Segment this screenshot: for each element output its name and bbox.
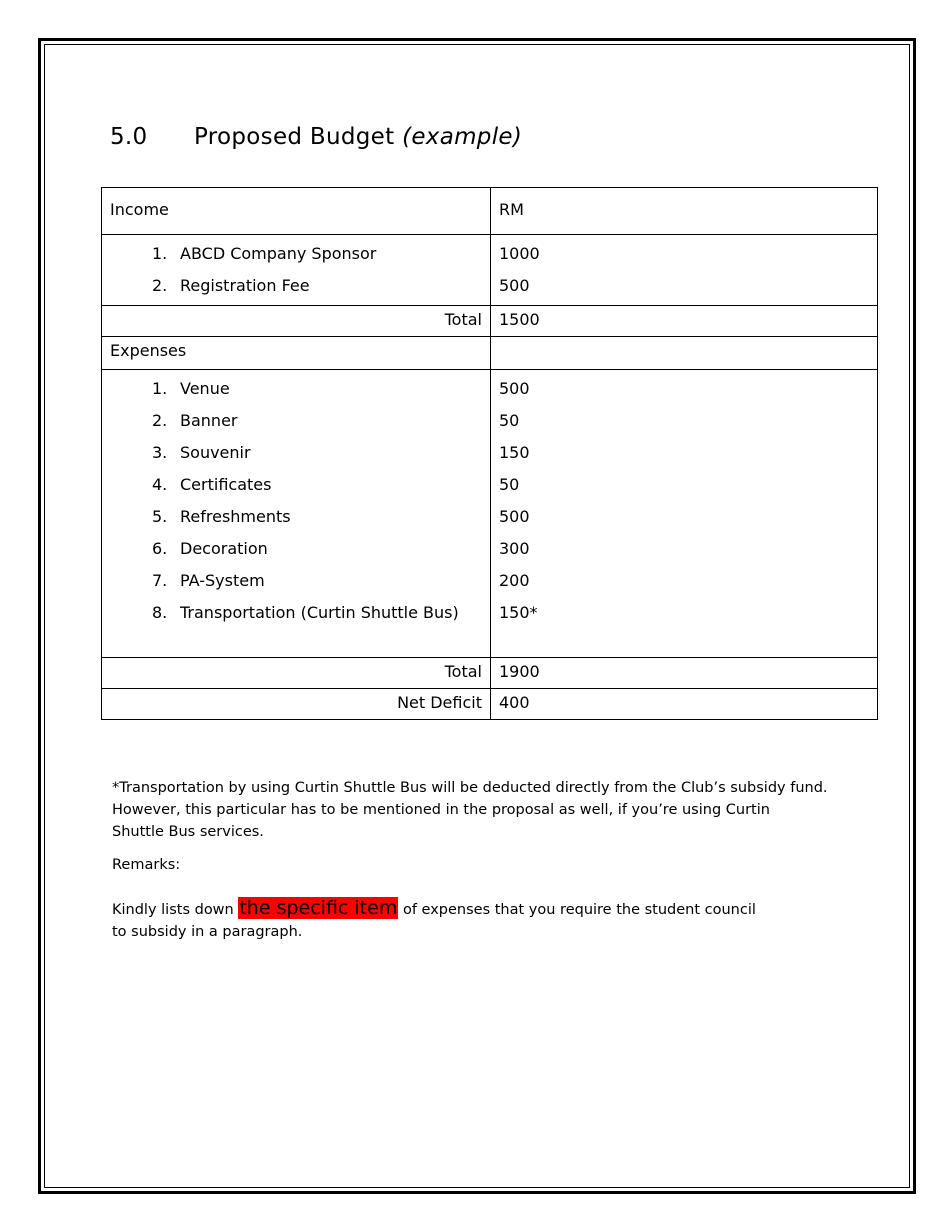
note-line-2: However, this particular has to be mentioned in the proposal as well, if you’re using Curtin: [112, 802, 770, 818]
income-total-label: Total: [102, 306, 491, 337]
item-value: 500: [499, 379, 530, 398]
item-label: Banner: [180, 411, 238, 430]
expenses-header-row: [102, 337, 878, 370]
expense-value-list: [499, 370, 869, 632]
item-label: Decoration: [180, 539, 268, 558]
net-deficit-value: 400: [491, 689, 878, 720]
item-value: 300: [499, 539, 530, 558]
note-line-3: Shuttle Bus services.: [112, 824, 264, 840]
net-deficit-row: [102, 689, 878, 720]
expense-items-row: [102, 370, 878, 658]
remarks-before: Kindly lists down: [112, 902, 239, 918]
net-deficit-label: Net Deficit: [102, 689, 491, 720]
section-title: Proposed Budget: [194, 124, 395, 150]
item-number: 4.: [152, 475, 168, 494]
item-label: PA-System: [180, 571, 265, 590]
item-value: 200: [499, 571, 530, 590]
expenses-header: Expenses: [102, 337, 491, 370]
item-number: 1.: [152, 244, 168, 263]
item-label: Souvenir: [180, 443, 251, 462]
remarks-label: Remarks:: [112, 857, 181, 873]
section-heading: [110, 124, 522, 150]
list-item: [110, 472, 482, 504]
item-label: Transportation (Curtin Shuttle Bus): [180, 603, 459, 622]
income-value-list: [499, 235, 869, 305]
item-number: 7.: [152, 571, 168, 590]
remarks-line-2: to subsidy in a paragraph.: [112, 924, 303, 940]
transport-note: [112, 777, 832, 843]
expense-total-row: [102, 658, 878, 689]
item-number: 2.: [152, 411, 168, 430]
expense-item-list: [110, 370, 482, 632]
item-value: 150: [499, 443, 530, 462]
item-label: Registration Fee: [180, 276, 310, 295]
income-item-list: [110, 235, 482, 305]
list-item: [110, 241, 482, 273]
income-total-value: 1500: [491, 306, 878, 337]
list-item: [110, 504, 482, 536]
item-value: 150*: [499, 603, 538, 622]
list-item: [110, 536, 482, 568]
list-item: [110, 408, 482, 440]
item-value: 50: [499, 411, 520, 430]
section-subtitle: (example): [402, 124, 523, 150]
item-label: Certificates: [180, 475, 272, 494]
item-label: Venue: [180, 379, 230, 398]
item-number: 1.: [152, 379, 168, 398]
item-value: 500: [499, 276, 530, 295]
expense-total-label: Total: [102, 658, 491, 689]
list-item: [110, 568, 482, 600]
item-number: 8.: [152, 603, 168, 622]
budget-table: [101, 187, 878, 720]
table-header-row: [102, 188, 878, 235]
item-value: 1000: [499, 244, 540, 263]
item-value: 500: [499, 507, 530, 526]
income-total-row: [102, 306, 878, 337]
item-value: 50: [499, 475, 520, 494]
list-item: [110, 273, 482, 305]
rm-header: RM: [491, 188, 878, 235]
income-header: Income: [102, 188, 491, 235]
item-number: 6.: [152, 539, 168, 558]
list-item: [110, 600, 482, 632]
item-number: 3.: [152, 443, 168, 462]
item-number: 5.: [152, 507, 168, 526]
expense-total-value: 1900: [491, 658, 878, 689]
list-item: [110, 376, 482, 408]
item-label: Refreshments: [180, 507, 291, 526]
item-number: 2.: [152, 276, 168, 295]
remarks-after: of expenses that you require the student council: [398, 902, 756, 918]
item-label: ABCD Company Sponsor: [180, 244, 377, 263]
note-line-1: *Transportation by using Curtin Shuttle Bus will be deducted directly from the Club’s subsidy fund.: [112, 780, 828, 796]
list-item: [110, 440, 482, 472]
remarks-text: [112, 897, 812, 943]
section-number: 5.0: [110, 124, 148, 150]
income-items-row: [102, 235, 878, 306]
highlighted-phrase: the specific item: [239, 897, 398, 919]
